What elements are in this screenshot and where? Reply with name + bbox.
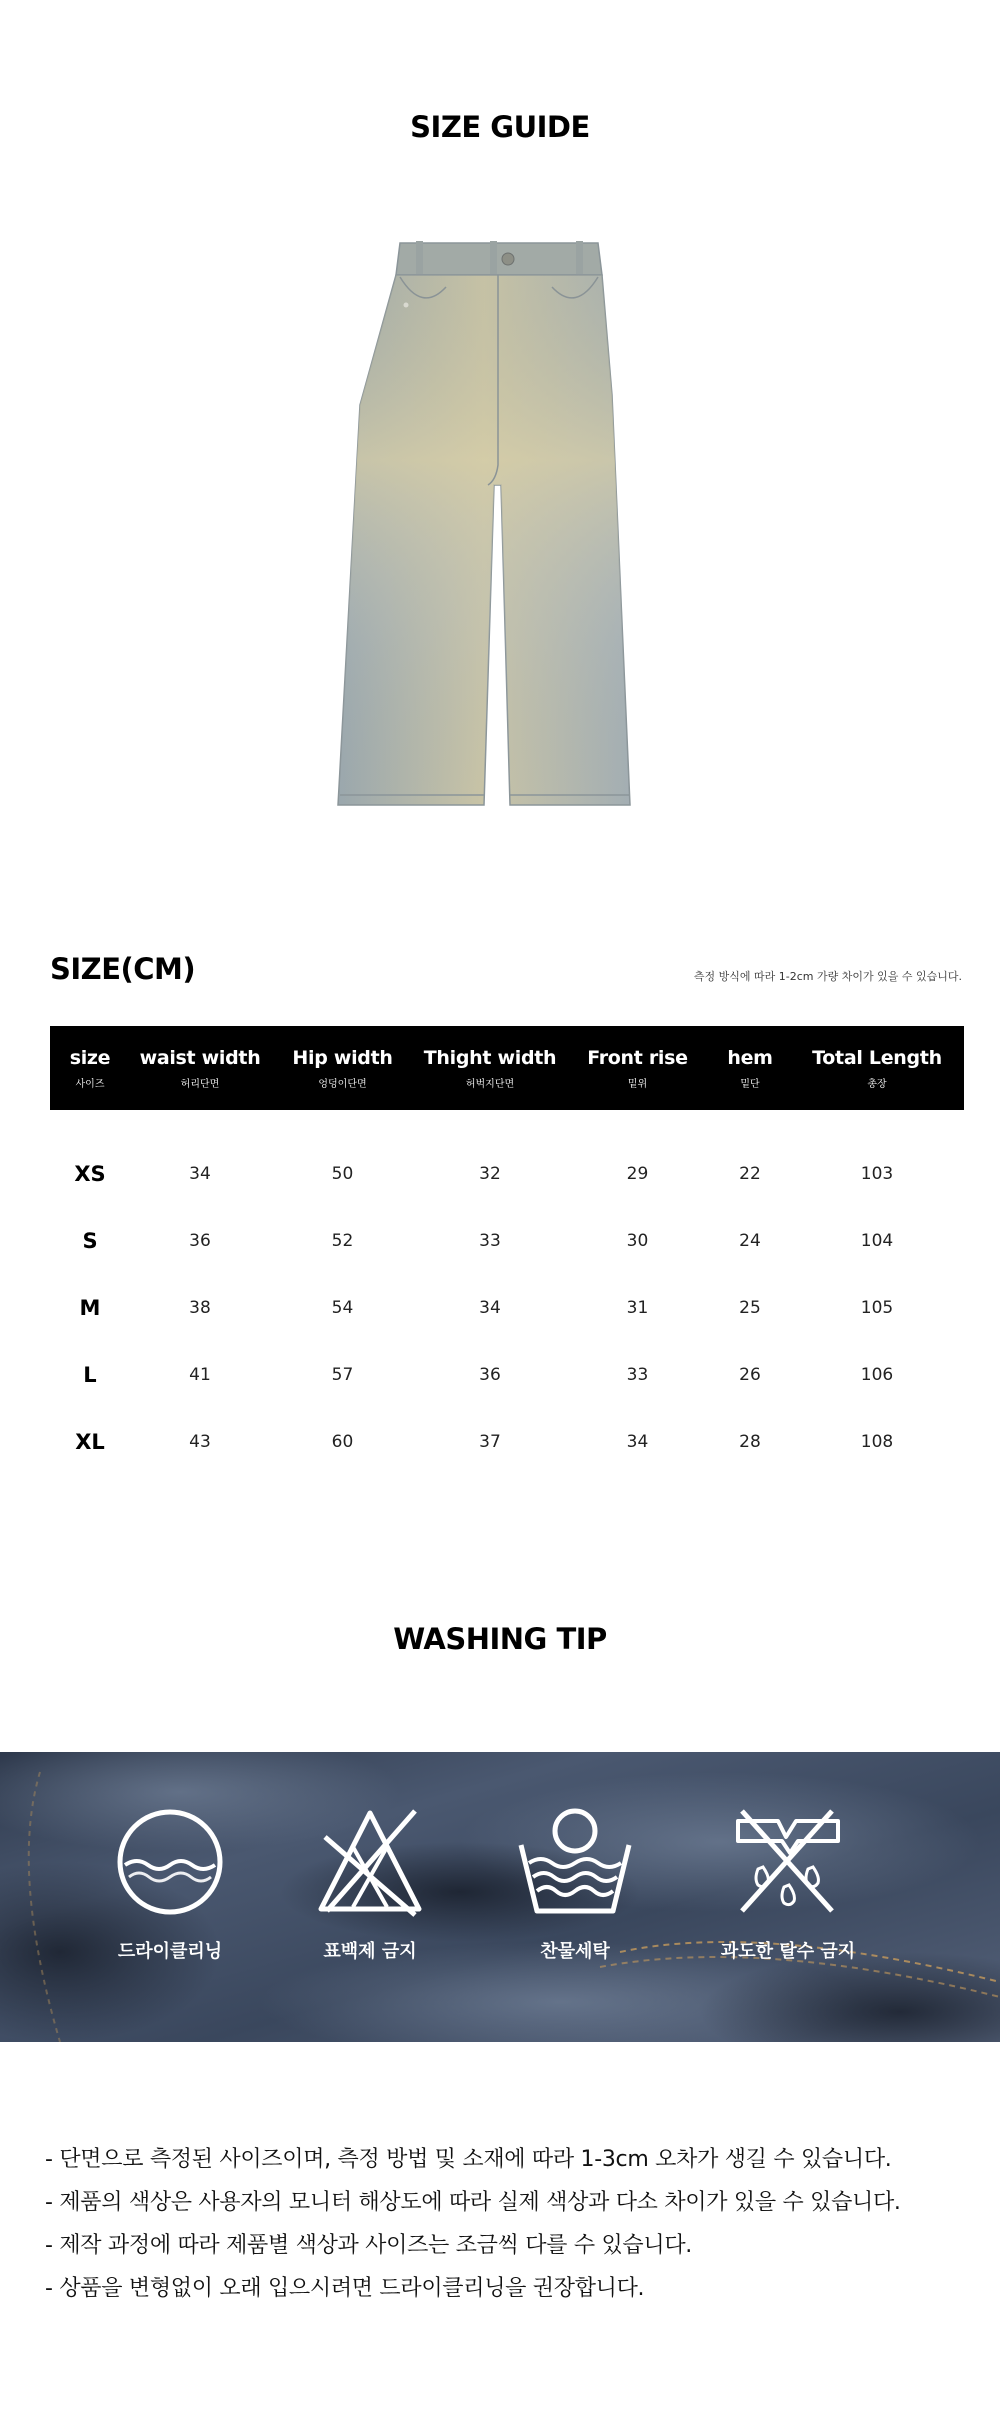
care-item-cold-wash: [495, 1752, 655, 2042]
col-header-total-length: Total Length 총장: [790, 1026, 964, 1110]
measurement-note: 측정 방식에 따라 1-2cm 가량 차이가 있을 수 있습니다.: [693, 970, 962, 983]
size-cell: L: [83, 1362, 97, 1387]
care-label: 드라이클리닝: [117, 1941, 223, 1962]
table-cell: 52: [331, 1230, 354, 1251]
size-table-header-row: [50, 1026, 964, 1110]
size-cell: XS: [74, 1161, 106, 1186]
size-cell: M: [79, 1295, 101, 1320]
table-cell: 34: [189, 1163, 211, 1184]
table-cell: 57: [331, 1364, 354, 1385]
col-header-waist-width: waist width 허리단면: [130, 1026, 270, 1110]
size-guide-title: SIZE GUIDE: [410, 110, 590, 144]
table-row: [50, 1110, 964, 1207]
table-cell: 60: [331, 1431, 354, 1452]
note-item: - 제작 과정에 따라 제품별 색상과 사이즈는 조금씩 다를 수 있습니다.: [45, 2233, 692, 2258]
col-header-front-rise: Front rise 밑위: [565, 1026, 710, 1110]
table-row: [50, 1274, 964, 1341]
table-cell: 41: [189, 1364, 211, 1385]
table-cell: 38: [189, 1297, 211, 1318]
table-cell: 25: [739, 1297, 761, 1318]
col-header-hip-width: Hip width 엉덩이단면: [270, 1026, 415, 1110]
size-table: [50, 1026, 964, 1475]
table-cell: 24: [739, 1230, 761, 1251]
note-item: - 단면으로 측정된 사이즈이며, 측정 방법 및 소재에 따라 1-3cm 오차가 생길 수 있습니다.: [45, 2147, 892, 2172]
care-item-no-bleach: [290, 1752, 450, 2042]
table-cell: 33: [626, 1364, 649, 1385]
table-cell: 105: [860, 1297, 894, 1318]
table-cell: 34: [479, 1297, 501, 1318]
dry-clean-icon: [115, 1807, 225, 1917]
col-header-hem: hem 밑단: [710, 1026, 790, 1110]
care-label: 과도한 탈수 금지: [720, 1941, 856, 1962]
note-item: - 제품의 색상은 사용자의 모니터 해상도에 따라 실제 색상과 다소 차이가 있을 수 있습니다.: [45, 2190, 901, 2215]
size-cell: XL: [75, 1429, 105, 1454]
cold-wash-icon: [515, 1807, 635, 1917]
care-label: 표백제 금지: [323, 1941, 417, 1962]
table-cell: 26: [739, 1364, 761, 1385]
table-row: [50, 1207, 964, 1274]
no-bleach-icon: [315, 1807, 425, 1917]
care-label: 찬물세탁: [540, 1941, 610, 1962]
table-cell: 28: [739, 1431, 761, 1452]
table-cell: 50: [331, 1163, 354, 1184]
care-item-no-wring: [708, 1752, 868, 2042]
note-item: - 상품을 변형없이 오래 입으시려면 드라이클리닝을 권장합니다.: [45, 2276, 645, 2301]
care-item-dry-clean: [90, 1752, 250, 2042]
table-cell: 36: [479, 1364, 501, 1385]
table-cell: 34: [626, 1431, 649, 1452]
table-cell: 31: [626, 1297, 649, 1318]
no-wring-icon: [728, 1807, 848, 1917]
washing-tip-band: [0, 1752, 1000, 2042]
table-cell: 32: [479, 1163, 501, 1184]
table-cell: 104: [860, 1230, 894, 1251]
table-row: [50, 1408, 964, 1475]
table-cell: 33: [479, 1230, 501, 1251]
table-cell: 37: [479, 1431, 501, 1452]
table-cell: 36: [189, 1230, 211, 1251]
washing-tip-title: WASHING TIP: [393, 1622, 607, 1656]
jeans-product-image: [330, 235, 670, 810]
table-cell: 103: [860, 1163, 894, 1184]
size-table-heading: SIZE(CM): [50, 952, 196, 986]
table-cell: 54: [331, 1297, 354, 1318]
table-cell: 108: [860, 1431, 894, 1452]
table-row: [50, 1341, 964, 1408]
col-header-thigh-width: Thight width 허벅지단면: [415, 1026, 565, 1110]
table-cell: 43: [189, 1431, 211, 1452]
table-cell: 22: [739, 1163, 761, 1184]
size-cell: S: [82, 1228, 98, 1253]
table-cell: 29: [626, 1163, 649, 1184]
table-cell: 106: [860, 1364, 894, 1385]
notes-list: [45, 2138, 975, 2310]
col-header-size: size 사이즈: [50, 1026, 130, 1110]
table-cell: 30: [626, 1230, 649, 1251]
